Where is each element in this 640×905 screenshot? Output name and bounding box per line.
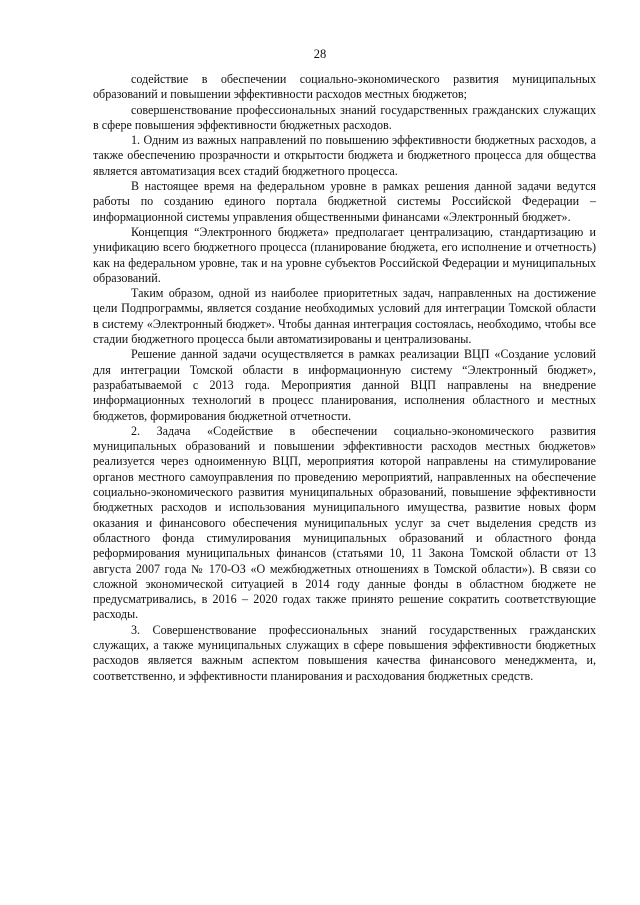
- paragraph-automation: 1. Одним из важных направлений по повышению эффективности бюджетных расходов, а также обеспечению прозрачности и открытости бюджета и бюджетного процесса для общества является автоматизация всех стадий бюджетного процесса.: [93, 133, 596, 178]
- page-body: [93, 72, 596, 684]
- paragraph-federal-portal: В настоящее время на федеральном уровне в рамках решения данной задачи ведутся работы по созданию единого портала бюджетной системы Российской Федерации – информационной системы управления общественными финансами «Электронный бюджет».: [93, 179, 596, 224]
- paragraph-vcp-solution: Решение данной задачи осуществляется в рамках реализации ВЦП «Создание условий для интеграции Томской области в информационную систему “Электронный бюджет», разрабатываемой с 2013 года. Мероприятия данной ВЦП направлены на внедрение информационных технологий в процесс планирования, исполнения областного и местных бюджетов, формирования бюджетной отчетности.: [93, 347, 596, 423]
- page-number: 28: [313, 47, 327, 61]
- paragraph-integration: Таким образом, одной из наиболее приоритетных задач, направленных на достижение цели Подпрограммы, является создание необходимых условий для интеграции Томской области в систему «Электронный бюджет». Чтобы данная интеграция состоялась, необходимо, чтобы все стадии бюджетного процесса были автоматизированы и централизованы.: [93, 286, 596, 347]
- paragraph-goal-municipal-development: содействие в обеспечении социально-экономического развития муниципальных образований и повышении эффективности расходов местных бюджетов;: [93, 72, 596, 102]
- paragraph-concept: Концепция “Электронного бюджета» предполагает централизацию, стандартизацию и унификацию всего бюджетного процесса (планирование бюджета, его исполнение и отчетность) как на федеральном уровне, так и на уровне субъектов Российской Федерации и муниципальных образований.: [93, 224, 596, 285]
- paragraph-goal-staff-skills: совершенствование профессиональных знаний государственных гражданских служащих в сфере повышения эффективности бюджетных расходов.: [93, 102, 596, 132]
- paragraph-task-3: 3. Совершенствование профессиональных знаний государственных гражданских служащих, а также муниципальных служащих в сфере повышения эффективности бюджетных расходов является важным аспектом повышения качества финансового менеджмента, и, соответственно, и эффективности планирования и расходования бюджетных средств.: [93, 622, 596, 683]
- paragraph-task-2: 2. Задача «Содействие в обеспечении социально-экономического развития муниципальных образований и повышении эффективности расходов местных бюджетов» реализуется через одноименную ВЦП, мероприятия которой направлены на стимулирование органов местного самоуправления по проведению мероприятий, направленных на обеспечение социально-экономического развития муниципальных образований, повышение эффективности бюджетных расходов и использования муниципального имущества, развитие новых форм оказания и финансового обеспечения муниципальных услуг за счет выделения средств из областного фонда стимулирования муниципальных образований и областного фонда реформирования муниципальных финансов (статьями 10, 11 Закона Томской области от 13 августа 2007 года № 170-ОЗ «О межбюджетных отношениях в Томской области»). В связи со сложной экономической ситуацией в 2014 году данные фонды в областном бюджете не предусматривались, в 2016 – 2020 годах также принято решение сократить соответствующие расходы.: [93, 423, 596, 622]
